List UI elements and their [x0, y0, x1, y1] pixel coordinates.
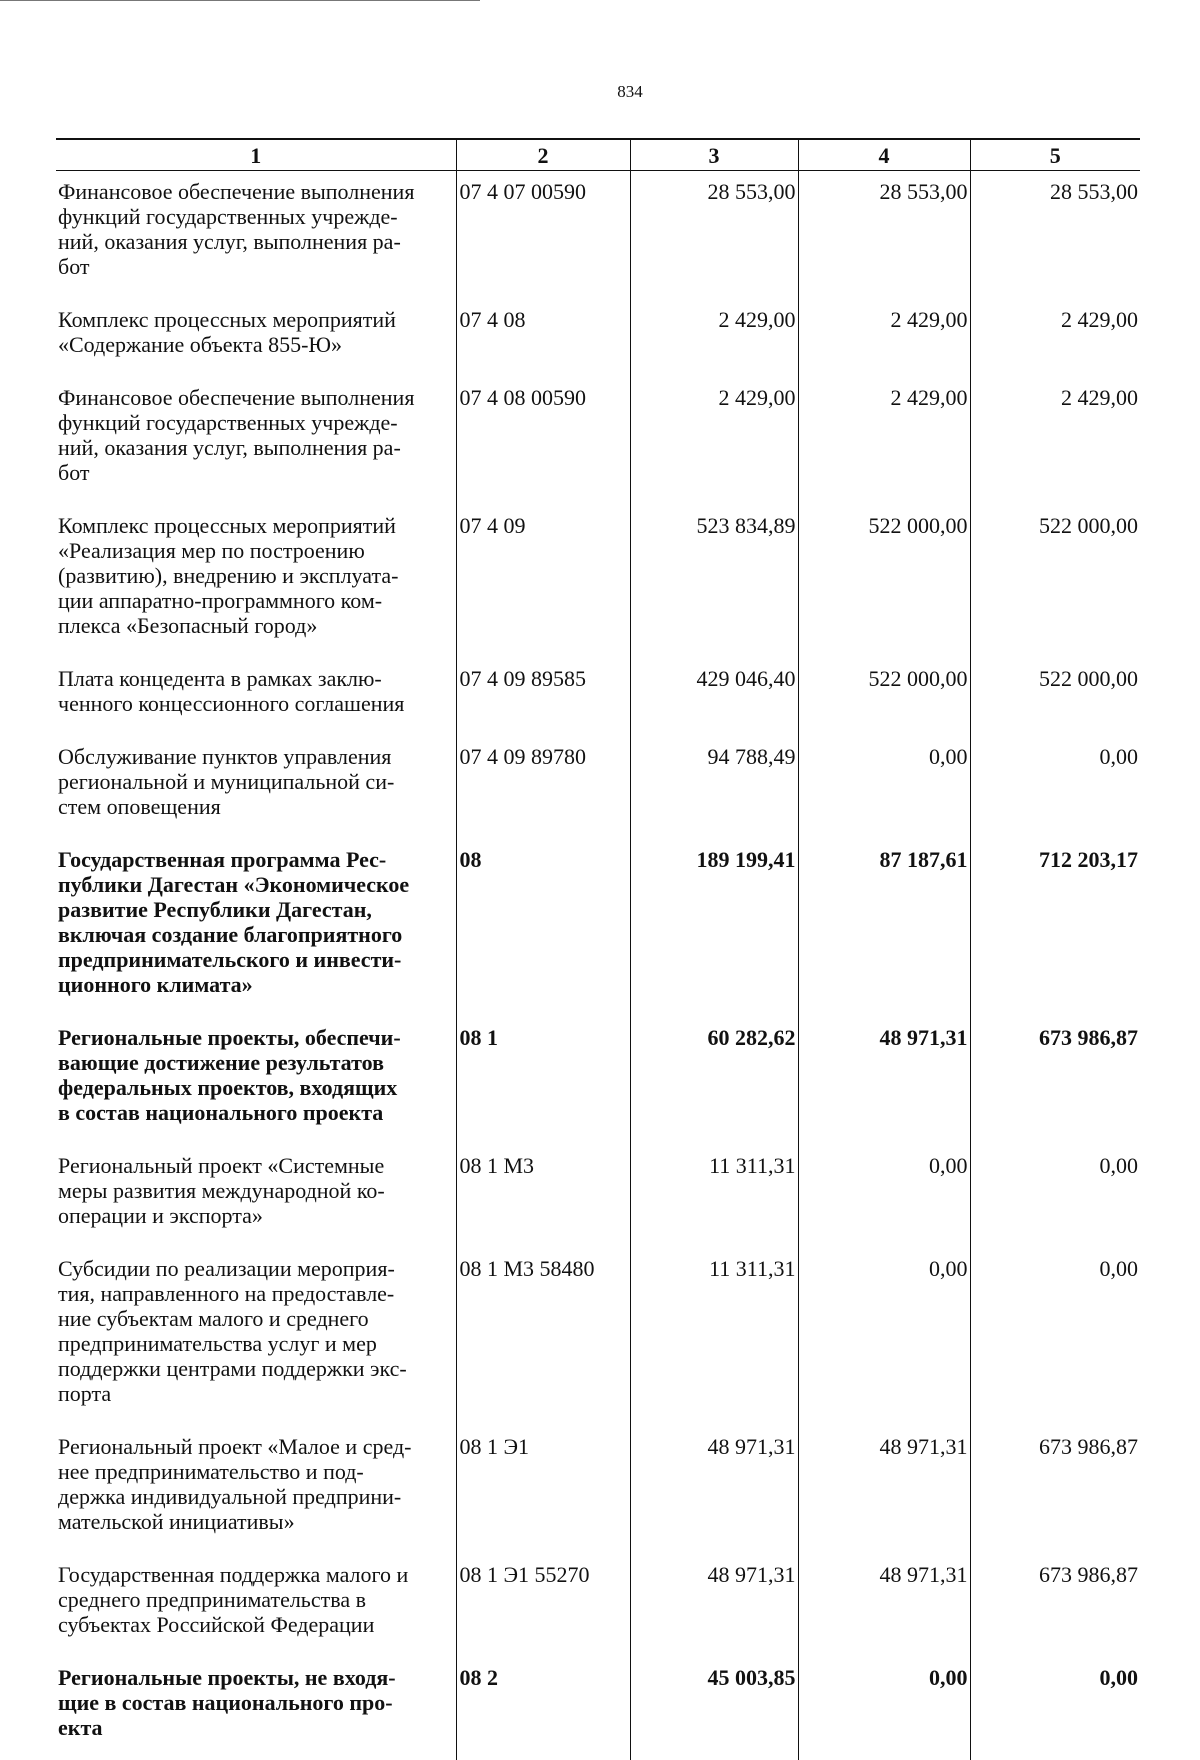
table-row — [56, 1426, 1140, 1554]
row-value-col3: 94 788,49 — [630, 736, 798, 839]
row-name-cell: Плата концедента в рамках заклю- ченного концессионного соглашения — [56, 658, 456, 736]
row-code-cell: 08 1 Э1 — [456, 1426, 630, 1554]
row-name-cell: Финансовое обеспечение выполнения функций государственных учрежде- ний, оказания услуг, выполнения ра- бот — [56, 171, 456, 300]
row-name-cell: Финансовое обеспечение выполнения функций государственных учрежде- ний, оказания услуг, выполнения ра- бот — [56, 377, 456, 505]
row-value-col5: 2 429,00 — [970, 299, 1140, 377]
row-value-col4: 48 971,31 — [798, 1017, 970, 1145]
table-row — [56, 1657, 1140, 1760]
row-value-col3: 28 553,00 — [630, 171, 798, 300]
row-value-col3: 189 199,41 — [630, 839, 798, 1017]
row-value-col5: 0,00 — [970, 1657, 1140, 1760]
row-value-col3: 11 311,31 — [630, 1145, 798, 1248]
table-row — [56, 658, 1140, 736]
row-code-cell: 07 4 07 00590 — [456, 171, 630, 300]
row-code-cell: 08 2 — [456, 1657, 630, 1760]
row-value-col5: 28 553,00 — [970, 171, 1140, 300]
column-header-4: 4 — [798, 139, 970, 171]
row-name-cell: Региональный проект «Системные меры развития международной ко- операции и экспорта» — [56, 1145, 456, 1248]
row-code-cell: 07 4 09 89585 — [456, 658, 630, 736]
table-header-row — [56, 139, 1140, 171]
table-row — [56, 1145, 1140, 1248]
row-value-col5: 673 986,87 — [970, 1554, 1140, 1657]
row-value-col3: 429 046,40 — [630, 658, 798, 736]
row-value-col4: 28 553,00 — [798, 171, 970, 300]
table-row — [56, 736, 1140, 839]
row-value-col5: 0,00 — [970, 1145, 1140, 1248]
row-value-col3: 48 971,31 — [630, 1426, 798, 1554]
row-code-cell: 07 4 08 — [456, 299, 630, 377]
row-value-col4: 0,00 — [798, 1145, 970, 1248]
table-row — [56, 505, 1140, 658]
row-code-cell: 07 4 08 00590 — [456, 377, 630, 505]
row-code-cell: 08 1 — [456, 1017, 630, 1145]
row-value-col4: 0,00 — [798, 1657, 970, 1760]
row-code-cell: 07 4 09 — [456, 505, 630, 658]
table-row — [56, 1554, 1140, 1657]
table-row — [56, 171, 1140, 300]
row-name-cell: Государственная поддержка малого и среднего предпринимательства в субъектах Российской Федерации — [56, 1554, 456, 1657]
table-row — [56, 1248, 1140, 1426]
row-value-col4: 87 187,61 — [798, 839, 970, 1017]
row-value-col4: 48 971,31 — [798, 1554, 970, 1657]
column-header-5: 5 — [970, 139, 1140, 171]
column-header-2: 2 — [456, 139, 630, 171]
row-value-col3: 11 311,31 — [630, 1248, 798, 1426]
row-name-cell: Региональные проекты, обеспечи- вающие достижение результатов федеральных проектов, входящих в состав национального проекта — [56, 1017, 456, 1145]
row-value-col4: 2 429,00 — [798, 299, 970, 377]
row-value-col4: 0,00 — [798, 736, 970, 839]
budget-table-container — [56, 138, 1140, 1760]
row-code-cell: 08 1 М3 — [456, 1145, 630, 1248]
table-row — [56, 299, 1140, 377]
row-value-col5: 522 000,00 — [970, 505, 1140, 658]
row-code-cell: 08 1 Э1 55270 — [456, 1554, 630, 1657]
row-code-cell: 08 — [456, 839, 630, 1017]
row-name-cell: Государственная программа Рес- публики Дагестан «Экономическое развитие Республики Дагестан, включая создание благоприятного предпринимательского и инвести- ционного климата» — [56, 839, 456, 1017]
row-value-col5: 522 000,00 — [970, 658, 1140, 736]
row-name-cell: Субсидии по реализации мероприя- тия, направленного на предоставле- ние субъектам малого и среднего предпринимательства услуг и мер поддержки центрами поддержки экс- порта — [56, 1248, 456, 1426]
row-value-col5: 2 429,00 — [970, 377, 1140, 505]
row-name-cell: Комплекс процессных мероприятий «Содержание объекта 855-Ю» — [56, 299, 456, 377]
row-code-cell: 08 1 М3 58480 — [456, 1248, 630, 1426]
page-number: 834 — [0, 82, 1200, 102]
table-body — [56, 171, 1140, 1760]
table-row — [56, 839, 1140, 1017]
row-value-col4: 0,00 — [798, 1248, 970, 1426]
row-value-col3: 60 282,62 — [630, 1017, 798, 1145]
row-value-col3: 523 834,89 — [630, 505, 798, 658]
row-value-col4: 522 000,00 — [798, 505, 970, 658]
table-row — [56, 377, 1140, 505]
column-header-3: 3 — [630, 139, 798, 171]
row-name-cell: Обслуживание пунктов управления региональной и муниципальной си- стем оповещения — [56, 736, 456, 839]
row-value-col3: 2 429,00 — [630, 299, 798, 377]
row-value-col3: 45 003,85 — [630, 1657, 798, 1760]
row-value-col4: 522 000,00 — [798, 658, 970, 736]
row-code-cell: 07 4 09 89780 — [456, 736, 630, 839]
row-value-col5: 0,00 — [970, 736, 1140, 839]
row-name-cell: Региональный проект «Малое и сред- нее предпринимательство и под- держка индивидуальной предприни- мательской инициативы» — [56, 1426, 456, 1554]
row-value-col3: 2 429,00 — [630, 377, 798, 505]
row-value-col4: 48 971,31 — [798, 1426, 970, 1554]
row-name-cell: Региональные проекты, не входя- щие в состав национального про- екта — [56, 1657, 456, 1760]
table-row — [56, 1017, 1140, 1145]
row-value-col5: 673 986,87 — [970, 1017, 1140, 1145]
top-scan-line — [0, 0, 480, 1]
row-value-col5: 712 203,17 — [970, 839, 1140, 1017]
row-value-col3: 48 971,31 — [630, 1554, 798, 1657]
row-value-col5: 0,00 — [970, 1248, 1140, 1426]
row-value-col5: 673 986,87 — [970, 1426, 1140, 1554]
budget-table — [56, 138, 1140, 1760]
row-name-cell: Комплекс процессных мероприятий «Реализация мер по построению (развитию), внедрению и эксплуата- ции аппаратно-программного ком- плекса «Безопасный город» — [56, 505, 456, 658]
row-value-col4: 2 429,00 — [798, 377, 970, 505]
column-header-1: 1 — [56, 139, 456, 171]
